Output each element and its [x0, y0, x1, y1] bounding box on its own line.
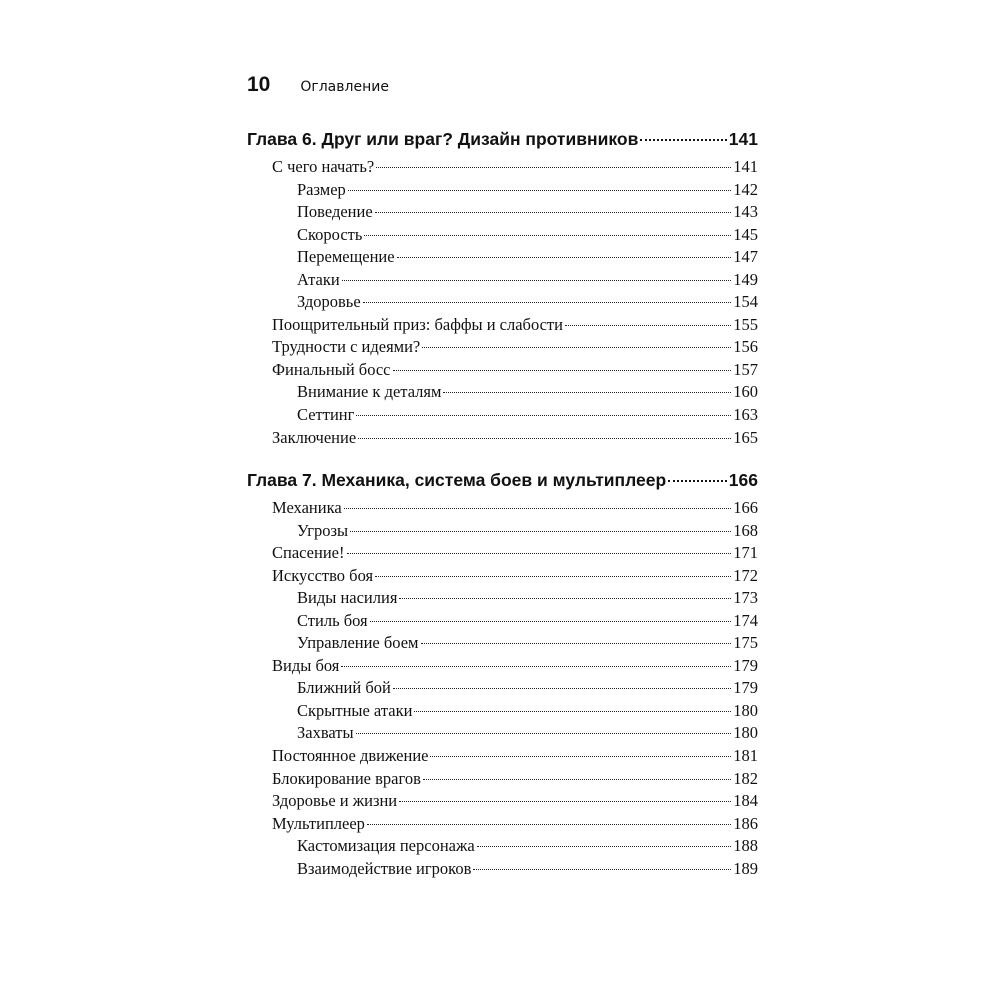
dot-leader [414, 711, 731, 712]
dot-leader [344, 508, 732, 509]
toc-entry-page-number: 145 [733, 224, 758, 244]
dot-leader [356, 415, 731, 416]
toc-entry-page-number: 174 [733, 610, 758, 630]
toc-entry-page-number: 142 [733, 179, 758, 199]
toc-entry [247, 497, 758, 520]
toc-entry [247, 224, 758, 247]
dot-leader [350, 531, 731, 532]
toc-entry-page-number: 186 [733, 813, 758, 833]
toc-entry-page-number: 181 [733, 746, 758, 766]
toc-entry-page-number: 155 [733, 314, 758, 334]
toc-entry-label: Искусство боя [272, 565, 374, 585]
dot-leader [399, 801, 731, 802]
dot-leader [565, 325, 731, 326]
dot-leader [348, 190, 731, 191]
dot-leader [423, 779, 731, 780]
toc-entry [247, 291, 758, 314]
dot-leader [422, 347, 731, 348]
dot-leader [430, 756, 731, 757]
toc-entry-page-number: 154 [733, 292, 758, 312]
toc-entry-page-number: 165 [733, 427, 758, 447]
dot-leader [393, 688, 731, 689]
toc-entry [247, 314, 758, 337]
toc-entry [247, 655, 758, 678]
toc-entry-label: Взаимодействие игроков [297, 858, 472, 878]
toc-entry [247, 427, 758, 450]
toc-entry-label: Здоровье и жизни [272, 791, 398, 811]
toc-entry [247, 246, 758, 269]
toc-entry-label: С чего начать? [272, 157, 375, 176]
dot-leader [341, 666, 731, 667]
toc-entry-page-number: 166 [733, 498, 758, 517]
toc-entry [247, 269, 758, 292]
toc-entry-page-number: 180 [733, 700, 758, 720]
toc-entry [247, 722, 758, 745]
chapter-6 [247, 128, 758, 449]
toc-entry-label: Скрытные атаки [297, 700, 413, 720]
toc-entry-label: Сеттинг [297, 405, 355, 425]
toc-entry-label: Размер [297, 179, 346, 199]
toc-entry [247, 700, 758, 723]
dot-leader [399, 598, 731, 599]
toc-entry [247, 381, 758, 404]
dot-leader [356, 733, 732, 734]
toc-entry-label: Угрозы [297, 520, 349, 540]
toc-entry-label: Мультиплеер [272, 813, 365, 833]
toc-entry-label: Здоровье [297, 292, 361, 312]
toc-entry-label: Управление боем [297, 633, 419, 653]
dot-leader [358, 438, 731, 439]
toc-entry-page-number: 182 [733, 768, 758, 788]
toc-entry [247, 745, 758, 768]
chapter-entries [247, 497, 758, 880]
toc-entry-label: Трудности с идеями? [272, 337, 421, 357]
dot-leader [397, 257, 732, 258]
toc-entry-label: Механика [272, 498, 342, 517]
toc-entry [247, 336, 758, 359]
toc-entry-page-number: 163 [733, 405, 758, 425]
dot-leader [376, 167, 731, 168]
toc-entry [247, 632, 758, 655]
toc-entry [247, 610, 758, 633]
toc-entry-page-number: 168 [733, 520, 758, 540]
toc-entry-page-number: 143 [733, 202, 758, 222]
toc-entry [247, 520, 758, 543]
toc-entry [247, 404, 758, 427]
toc-entry-label: Поощрительный приз: баффы и слабости [272, 314, 563, 334]
toc-entry-page-number: 157 [733, 359, 758, 379]
toc-entry [247, 768, 758, 791]
chapter-title [247, 469, 758, 491]
dot-leader [347, 553, 732, 554]
toc-entry-label: Постоянное движение [272, 746, 429, 766]
toc-entry [247, 542, 758, 565]
chapter-7 [247, 469, 758, 880]
toc-entry [247, 790, 758, 813]
toc-entry-label: Перемещение [297, 247, 395, 267]
running-title: Оглавление [300, 79, 389, 95]
toc-entry-label: Виды боя [272, 655, 340, 675]
toc-entry [247, 587, 758, 610]
dot-leader [443, 392, 731, 393]
toc-entry-page-number: 149 [733, 269, 758, 289]
toc-entry-label: Скорость [297, 224, 363, 244]
toc-entry-page-number: 147 [733, 247, 758, 267]
dot-leader [477, 846, 732, 847]
chapter-page-number: 141 [728, 129, 758, 149]
toc-entry [247, 677, 758, 700]
toc-entry-page-number: 171 [733, 543, 758, 563]
chapter-page-number: 166 [728, 470, 758, 490]
toc-entry-label: Блокирование врагов [272, 768, 421, 788]
toc-entry-page-number: 184 [733, 791, 758, 811]
toc-entry [247, 565, 758, 588]
toc-entry-label: Виды насилия [297, 588, 398, 608]
page-number: 10 [247, 73, 271, 96]
toc-entry-label: Внимание к деталям [297, 382, 442, 402]
toc-entry-label: Заключение [272, 427, 357, 447]
toc-entry-label: Поведение [297, 202, 373, 222]
chapter-title-text: Глава 7. Механика, система боев и мультиплеер [247, 470, 667, 490]
toc-entry-label: Спасение! [272, 543, 345, 563]
chapter-entries [247, 156, 758, 449]
dot-leader [375, 212, 732, 213]
chapter-title-text: Глава 6. Друг или враг? Дизайн противников [247, 129, 639, 149]
dot-leader [370, 621, 732, 622]
toc-entry-page-number: 188 [733, 836, 758, 856]
dot-leader [364, 235, 731, 236]
toc-entry-page-number: 179 [733, 655, 758, 675]
toc-entry [247, 813, 758, 836]
toc-entry [247, 179, 758, 202]
toc-entry [247, 858, 758, 881]
toc-entry [247, 835, 758, 858]
toc-entry-page-number: 173 [733, 588, 758, 608]
toc-entry-page-number: 156 [733, 337, 758, 357]
toc-entry-label: Финальный босс [272, 359, 391, 379]
toc-entry-page-number: 179 [733, 678, 758, 698]
toc-entry-label: Атаки [297, 269, 340, 289]
dot-leader [363, 302, 732, 303]
toc-entry-label: Кастомизация персонажа [297, 836, 475, 856]
toc-entry-page-number: 180 [733, 723, 758, 743]
dot-leader [375, 576, 731, 577]
toc-entry-label: Захваты [297, 723, 354, 743]
toc-entry-page-number: 175 [733, 633, 758, 653]
dot-leader [421, 643, 732, 644]
dot-leader [640, 139, 726, 141]
toc-entry-label: Стиль боя [297, 610, 368, 630]
toc-entry-page-number: 160 [733, 382, 758, 402]
toc-entry-label: Ближний бой [297, 678, 391, 698]
dot-leader [367, 824, 731, 825]
chapter-title [247, 128, 758, 150]
dot-leader [668, 480, 727, 482]
toc-entry-page-number: 189 [733, 858, 758, 878]
dot-leader [342, 280, 732, 281]
toc-entry [247, 359, 758, 382]
dot-leader [393, 370, 732, 371]
toc-entry [247, 156, 758, 179]
dot-leader [473, 869, 731, 870]
toc-entry [247, 201, 758, 224]
toc-entry-page-number: 141 [733, 157, 758, 176]
toc-entry-page-number: 172 [733, 565, 758, 585]
page-header [247, 73, 389, 101]
